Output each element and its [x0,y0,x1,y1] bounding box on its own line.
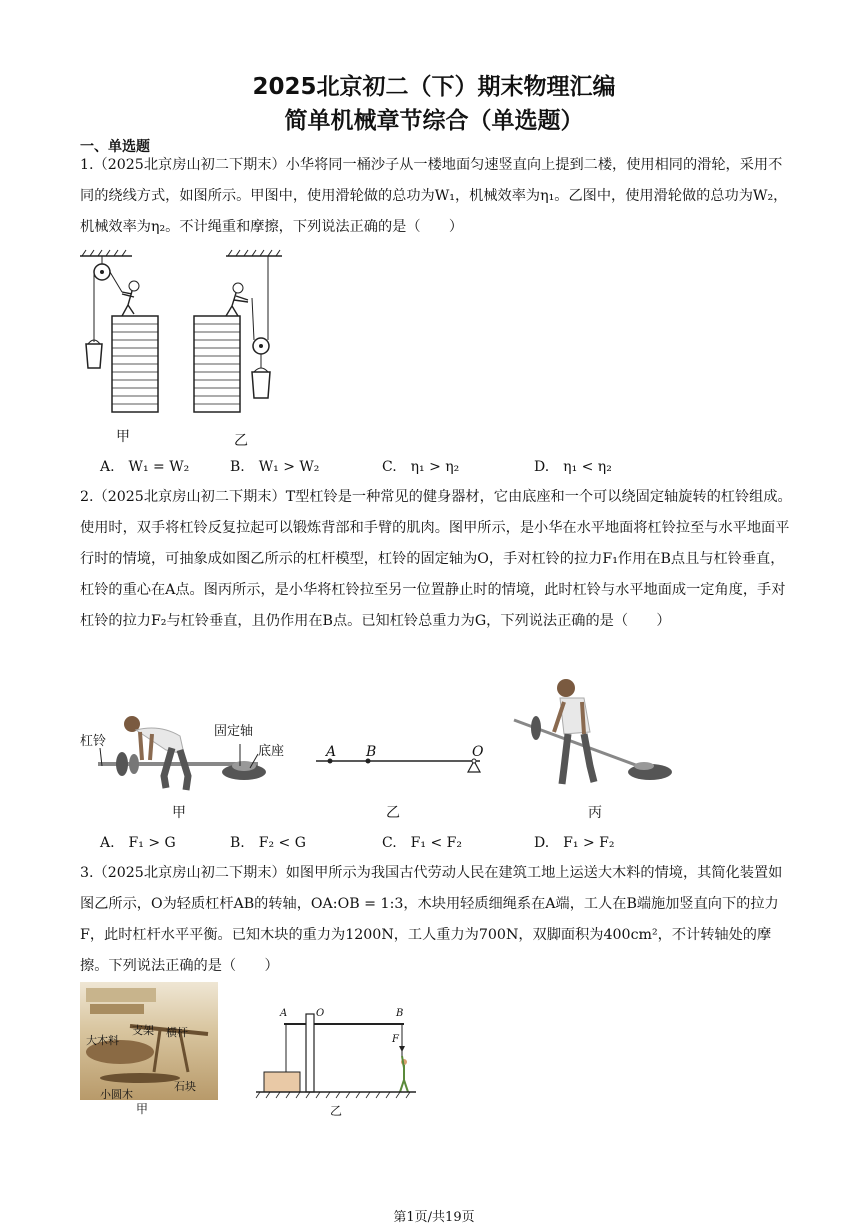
q3-point-b-label: B [396,1008,404,1019]
q2-photo-label-barbell: 杠铃 [80,734,107,749]
q3-point-a-label: A [280,1008,288,1019]
q2-label-leaders [90,740,290,780]
q2-point-o-label: O [472,744,484,760]
section-heading: 一、单选题 [80,139,150,155]
question-1-text: 1.（2025北京房山初二下期末）小华将同一桶沙子从一楼地面匀速竖直向上提到二楼，使用相同的滑轮，采用不同的绕线方式，如图所示。甲图中，使用滑轮做的总功为W₁，机械效率为η₁。乙图中，使用滑轮做的总功为W₂，机械效率为η₂。不计绳重和摩擦，下列说法正确的是（ ） [80,157,788,235]
page-subtitle: 简单机械章节综合（单选题） [284,108,584,134]
q2-photo-label-axis: 固定轴 [214,724,254,739]
q3-point-o-label: O [316,1008,325,1019]
q2-option-b[interactable]: B. F₂ < G [230,835,306,851]
q2-lever-diagram [316,740,496,780]
q1-option-c[interactable]: C. η₁ > η₂ [382,459,460,475]
question-3-text: 3.（2025北京房山初二下期末）如图甲所示为我国古代劳动人民在建筑工地上运送大木料的情境，其简化装置如图乙所示，O为轻质杠杆AB的转轴，OA:OB = 1:3，木块用轻质细绳系在A端，工人在B端施加竖直向下的拉力F，此时杠杆水平平衡。已知木块的重力为1200N，工人重力为700N，双脚面积为400cm²，不计转轴处的摩擦。下列说法正确的是（ ） [80,865,783,974]
q3-photo-label-log: 大木料 [86,1034,119,1047]
q2-point-b-label: B [366,744,377,760]
q1-option-d[interactable]: D. η₁ < η₂ [534,459,612,475]
q2-figure-label-b: 乙 [386,805,400,821]
q1-option-a[interactable]: A. W₁ = W₂ [100,459,190,475]
page-footer: 第1页/共19页 [393,1210,475,1225]
q1-pulley-figure [76,250,296,450]
q2-option-c[interactable]: C. F₁ < F₂ [382,835,462,851]
q2-figure-label-a: 甲 [172,805,186,821]
q2-option-d[interactable]: D. F₁ > F₂ [534,835,615,851]
q1-option-b[interactable]: B. W₁ > W₂ [230,459,320,475]
question-2-text: 2.（2025北京房山初二下期末）T型杠铃是一种常见的健身器材，它由底座和一个可以绕固定轴旋转的杠铃组成。使用时，双手将杠铃反复拉起可以锻炼背部和手臂的肌肉。图甲所示，是小华在水平地面将杠铃拉至与水平地面平行时的情境，可抽象成如图乙所示的杠杆模型，杠铃的固定轴为O，手对杠铃的拉力F₁作用在B点且与杠铃垂直，杠铃的重心在A点。图丙所示，是小华将杠铃拉至另一位置静止时的情境，此时杠铃与水平地面成一定角度，手对杠铃的拉力F₂与杠铃垂直，且仍作用在B点。已知杠铃总重力为G，下列说法正确的是（ ） [80,489,792,629]
q1-figure-label-a: 甲 [116,429,130,445]
q3-lever-diagram [256,1010,416,1100]
q3-photo-label-roller: 小圆木 [100,1088,133,1101]
q2-photo-label-base: 底座 [258,744,285,759]
q3-figure-label-a: 甲 [136,1102,149,1116]
q2-point-a-label: A [326,744,337,760]
q3-photo-label-frame: 支架 [132,1024,154,1037]
q2-option-a[interactable]: A. F₁ > G [100,835,176,851]
q2-figure-label-c: 丙 [588,805,602,821]
q3-force-f-label: F [392,1034,399,1045]
page-title: 2025北京初二（下）期末物理汇编 [252,74,616,100]
q1-figure-label-b: 乙 [234,433,248,449]
q3-photo-label-bar: 横杆 [166,1026,188,1039]
q2-photo-c [510,676,690,788]
q3-figure-label-b: 乙 [330,1104,343,1118]
q3-photo-label-stone: 石块 [174,1080,196,1093]
